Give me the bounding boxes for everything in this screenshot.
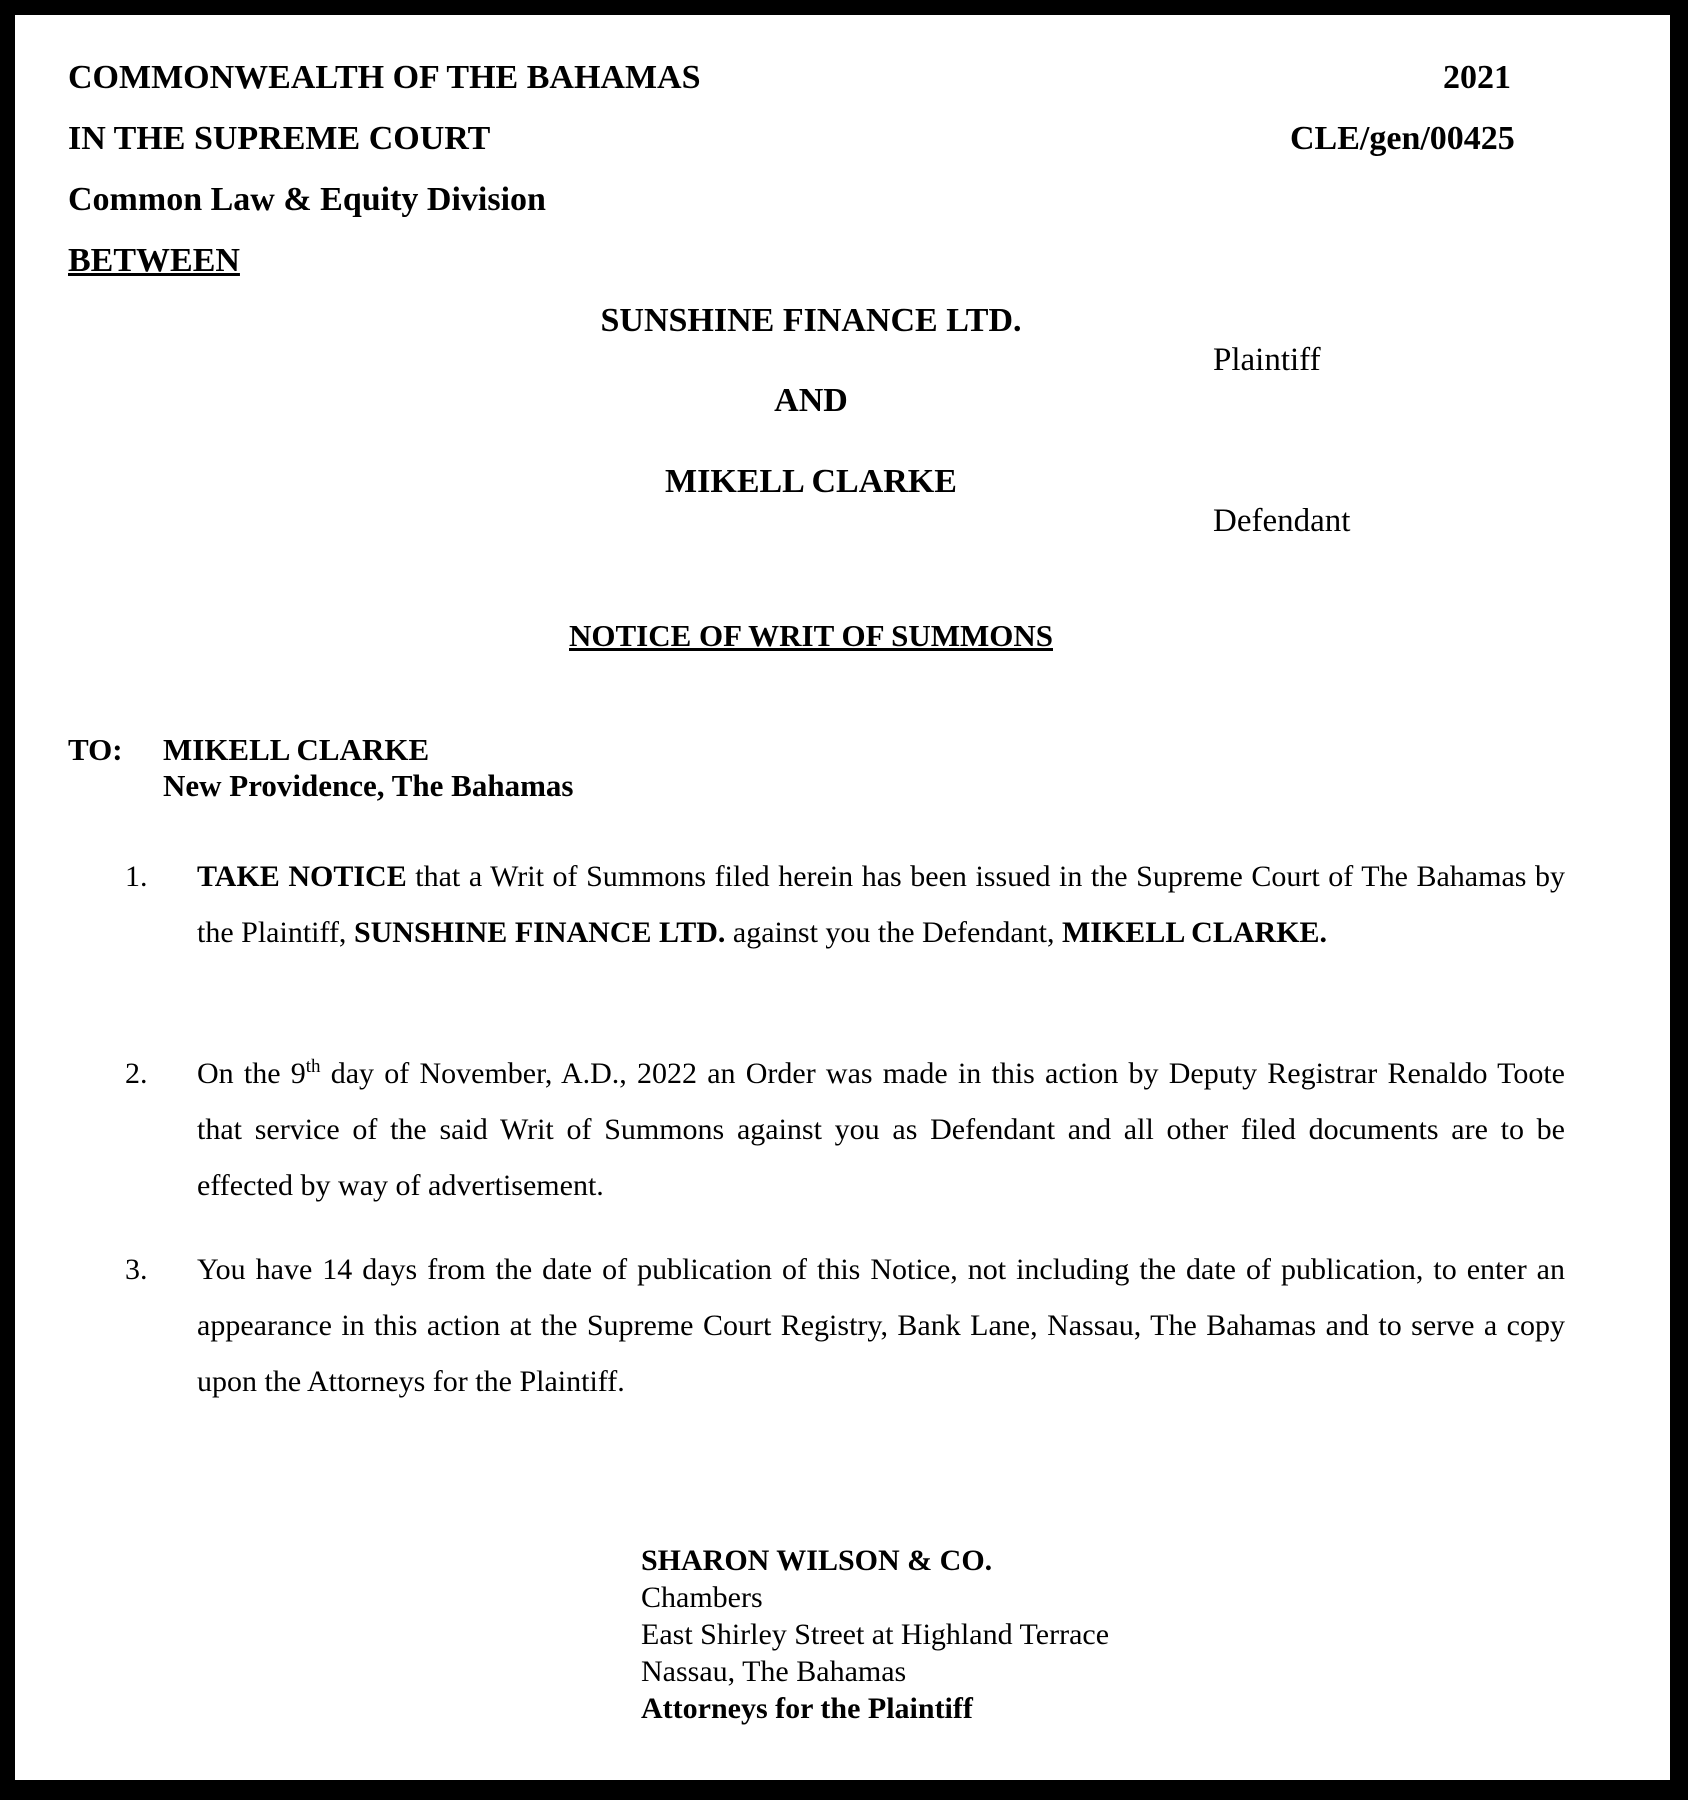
take-notice-text: TAKE NOTICE xyxy=(197,860,407,893)
document-page xyxy=(15,15,1670,1780)
signature-block xyxy=(641,1542,1109,1727)
to-label: TO: xyxy=(68,732,123,767)
document-title: NOTICE OF WRIT OF SUMMONS xyxy=(569,618,1053,653)
paragraph-text: day of November, A.D., 2022 an Order was made in this action by Deputy Registrar Renaldo Toote that service of the said Writ of Summons against you as Defendant and all other filed documents are to be effected by way of advertisement. xyxy=(197,1057,1565,1202)
plaintiff-role: Plaintiff xyxy=(1213,342,1321,378)
defendant-role: Defendant xyxy=(1213,503,1351,539)
paragraph-number: 1. xyxy=(125,860,148,893)
paragraph-text: that a Writ of Summons filed herein has been issued in the Supreme Court of The Bahamas by the Plaintiff, xyxy=(197,860,1565,949)
case-number: CLE/gen/00425 xyxy=(1290,120,1515,157)
paragraph-body xyxy=(197,849,1565,961)
paragraph-1 xyxy=(125,849,1565,961)
paragraph-3 xyxy=(125,1242,1565,1410)
firm-street: East Shirley Street at Highland Terrace xyxy=(641,1618,1110,1651)
defendant-name-inline: MIKELL CLARKE. xyxy=(1061,916,1328,949)
defendant-name: MIKELL CLARKE xyxy=(665,463,957,500)
paragraph-text: You have 14 days from the date of publication of this Notice, not including the date of publication, to enter an appearance in this action at the Supreme Court Registry, Bank Lane, Nassau, The Bahamas and to serve a copy upon the Attorneys for the Plaintiff. xyxy=(197,1253,1565,1398)
paragraph-text: against you the Defendant, xyxy=(725,916,1062,949)
between-heading: BETWEEN xyxy=(68,242,240,279)
firm-chambers: Chambers xyxy=(641,1581,763,1614)
plaintiff-name-inline: SUNSHINE FINANCE LTD. xyxy=(353,916,726,949)
plaintiff-name: SUNSHINE FINANCE LTD. xyxy=(600,302,1022,339)
paragraph-body xyxy=(197,1242,1565,1410)
paragraph-body xyxy=(197,1046,1565,1214)
paragraph-2 xyxy=(125,1046,1565,1214)
paragraph-number: 3. xyxy=(125,1253,148,1286)
firm-city: Nassau, The Bahamas xyxy=(641,1655,907,1688)
and-separator: AND xyxy=(774,382,848,419)
ordinal-suffix: th xyxy=(305,1056,321,1077)
firm-role: Attorneys for the Plaintiff xyxy=(641,1692,973,1725)
firm-name: SHARON WILSON & CO. xyxy=(641,1544,993,1577)
recipient-address: New Providence, The Bahamas xyxy=(163,768,574,803)
case-year: 2021 xyxy=(1443,59,1511,96)
jurisdiction-heading: COMMONWEALTH OF THE BAHAMAS xyxy=(68,59,701,96)
recipient-name: MIKELL CLARKE xyxy=(163,732,430,767)
division-heading: Common Law & Equity Division xyxy=(68,181,546,218)
paragraph-text: On the 9 xyxy=(197,1057,306,1090)
paragraph-number: 2. xyxy=(125,1057,148,1090)
court-heading: IN THE SUPREME COURT xyxy=(68,120,491,157)
